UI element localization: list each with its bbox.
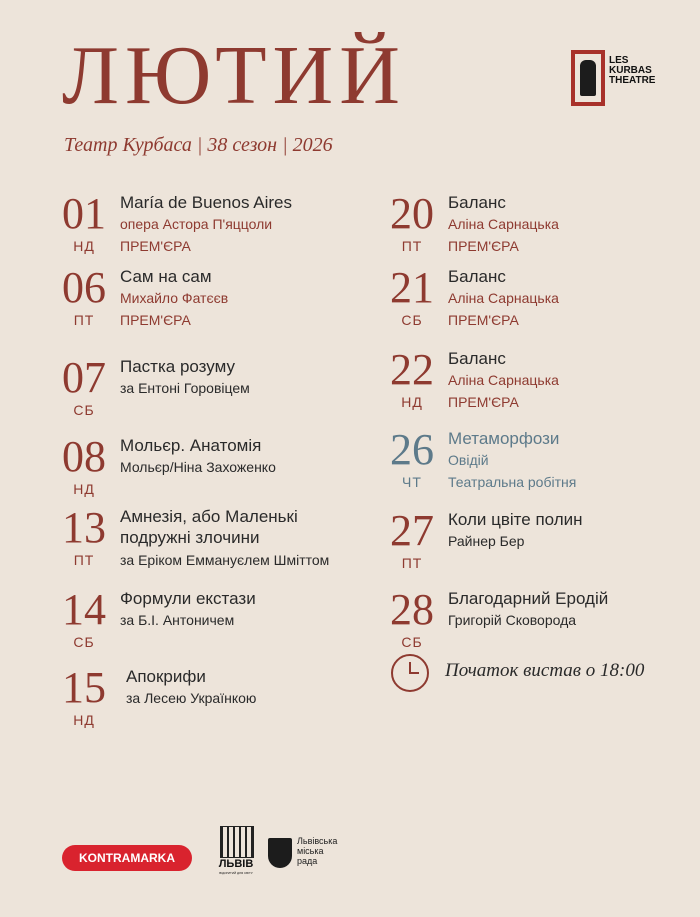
event-author: Овідій	[448, 452, 489, 468]
event-author: Аліна Сарнацька	[448, 290, 559, 306]
event-day: НД	[73, 238, 95, 254]
event-author: за Лесею Українкою	[126, 690, 257, 706]
event-title: Баланс	[448, 349, 506, 368]
event-14	[60, 585, 350, 658]
clock-icon	[391, 654, 429, 692]
event-date: 01	[62, 189, 106, 238]
city-council-label: Львівська міська рада	[297, 836, 338, 866]
event-title: Апокрифи	[126, 667, 206, 686]
event-badge: ПРЕМ'ЄРА	[448, 238, 519, 254]
event-day: ПТ	[401, 555, 423, 571]
event-01	[60, 189, 350, 262]
start-time-note: Початок вистав о 18:00	[445, 660, 645, 681]
event-day: НД	[401, 394, 423, 410]
event-13	[60, 503, 350, 576]
event-title: Баланс	[448, 267, 506, 286]
event-day: ПТ	[73, 312, 95, 328]
event-author: Аліна Сарнацька	[448, 216, 559, 232]
event-22	[388, 345, 678, 418]
event-day: СБ	[73, 634, 95, 650]
page-title: ЛЮТИЙ	[62, 29, 406, 122]
city-buildings-icon	[220, 826, 254, 858]
event-title: Благодарний Еродій	[448, 589, 609, 608]
event-date: 22	[390, 345, 434, 394]
event-title: Формули екстази	[120, 589, 256, 608]
event-date: 21	[390, 263, 434, 312]
event-author: за Еріком Еммануєлем Шміттом	[120, 552, 330, 568]
event-author: за Ентоні Горовіцем	[120, 380, 250, 396]
event-day: ПТ	[73, 552, 95, 568]
event-07	[60, 353, 350, 426]
event-15	[60, 663, 350, 736]
kontramarka-logo[interactable]: KONTRAMARKA	[62, 845, 192, 871]
event-badge: Театральна робітня	[448, 474, 577, 490]
lviv-coat-of-arms-icon	[268, 838, 292, 868]
event-author: за Б.І. Антоничем	[120, 612, 235, 628]
event-author: опера Астора П'яццоли	[120, 216, 273, 232]
event-day: НД	[73, 481, 95, 497]
event-day: СБ	[401, 312, 423, 328]
event-day: НД	[73, 712, 95, 728]
event-title: Сам на сам	[120, 267, 212, 286]
event-author: Григорій Сковорода	[448, 612, 577, 628]
event-date: 13	[62, 503, 106, 552]
event-date: 14	[62, 585, 106, 634]
event-author: Аліна Сарнацька	[448, 372, 559, 388]
les-kurbas-logo: LES KURBAS THEATRE	[571, 50, 651, 108]
event-21	[388, 263, 678, 336]
event-26	[388, 425, 678, 498]
event-badge: ПРЕМ'ЄРА	[120, 238, 191, 254]
event-date: 08	[62, 432, 106, 481]
event-title: Баланс	[448, 193, 506, 212]
event-28	[388, 585, 678, 658]
event-author: Михайло Фатєєв	[120, 290, 229, 306]
event-day: ЧТ	[402, 474, 422, 490]
event-08	[60, 432, 350, 505]
event-author: Мольєр/Ніна Захоженко	[120, 459, 276, 475]
event-20	[388, 189, 678, 262]
lviv-logo: ЛЬВІВ ВІДКРИТИЙ ДЛЯ СВІТУ	[217, 826, 255, 874]
event-day: ПТ	[401, 238, 423, 254]
event-date: 20	[390, 189, 434, 238]
event-date: 27	[390, 506, 434, 555]
event-title: Коли цвіте полин	[448, 510, 583, 529]
event-title: Амнезія, або Маленькі подружні злочини	[120, 507, 298, 547]
event-title: Метаморфози	[448, 429, 560, 448]
event-badge: ПРЕМ'ЄРА	[448, 394, 519, 410]
event-date: 28	[390, 585, 434, 634]
event-date: 15	[62, 663, 106, 712]
event-author: Райнер Бер	[448, 533, 525, 549]
event-day: СБ	[73, 402, 95, 418]
dancer-figure-icon	[580, 60, 596, 96]
page-subtitle: Театр Курбаса | 38 сезон | 2026	[64, 134, 333, 156]
event-title: María de Buenos Aires	[120, 193, 292, 212]
event-date: 07	[62, 353, 106, 402]
event-title: Пастка розуму	[120, 357, 235, 376]
event-badge: ПРЕМ'ЄРА	[120, 312, 191, 328]
event-27	[388, 506, 678, 579]
event-date: 06	[62, 263, 106, 312]
event-06	[60, 263, 350, 336]
event-date: 26	[390, 425, 434, 474]
event-badge: ПРЕМ'ЄРА	[448, 312, 519, 328]
event-day: СБ	[401, 634, 423, 650]
event-title: Мольєр. Анатомія	[120, 436, 262, 455]
